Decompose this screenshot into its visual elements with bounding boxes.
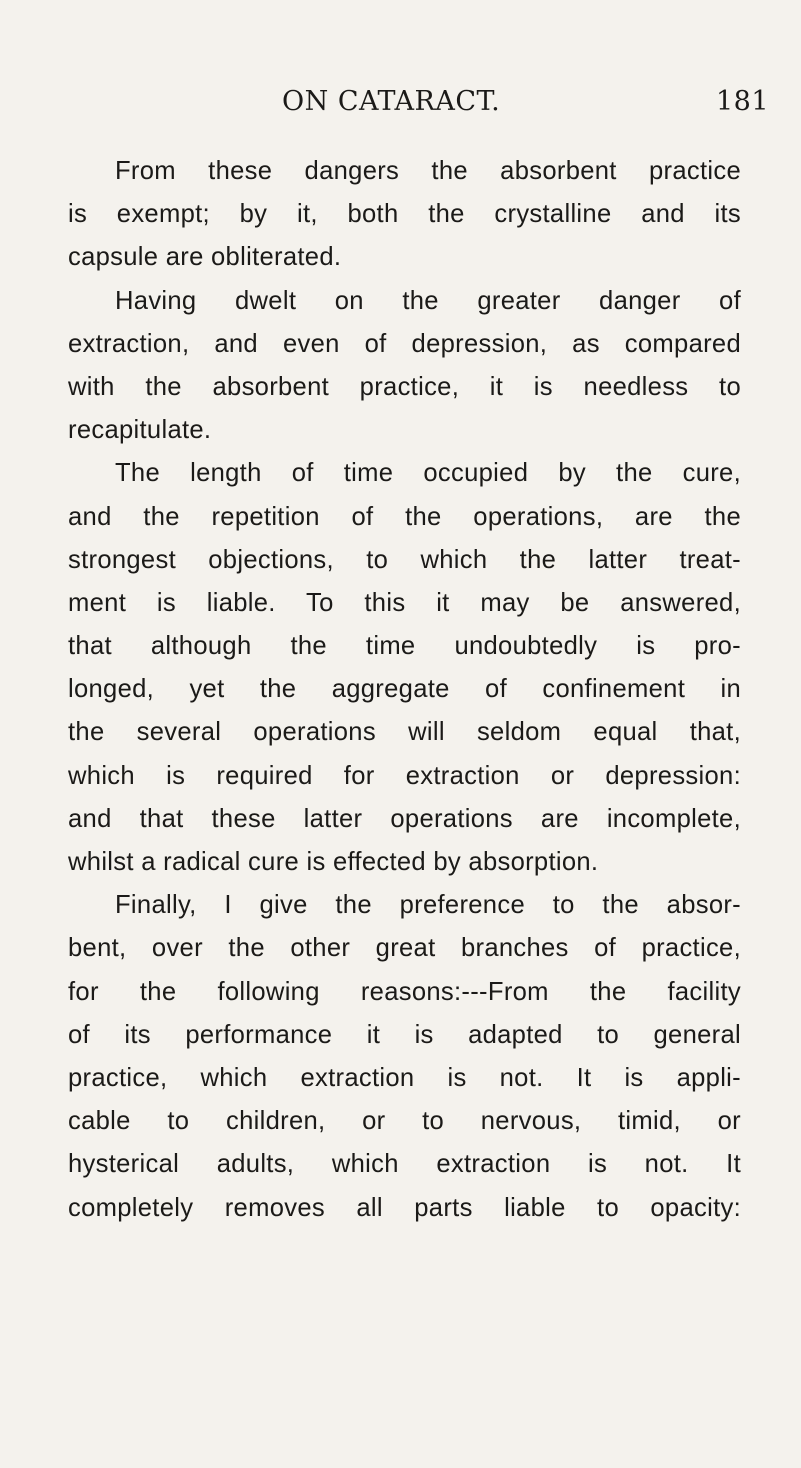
text-line: cable to children, or to nervous, timid, or bbox=[68, 1107, 741, 1136]
text-line: with the absorbent practice, it is needless to bbox=[68, 372, 741, 401]
text-line: and that these latter operations are incomplete, bbox=[68, 804, 741, 833]
text-line: capsule are obliterated. bbox=[68, 243, 342, 272]
text-line: The length of time occupied by the cure, bbox=[115, 459, 741, 488]
text-line: that although the time undoubtedly is pro- bbox=[68, 632, 741, 661]
text-line: whilst a radical cure is effected by absorption. bbox=[68, 848, 599, 876]
text-line: of its performance it is adapted to general bbox=[68, 1020, 741, 1049]
text-line: bent, over the other great branches of practice, bbox=[68, 934, 741, 963]
body-text bbox=[68, 150, 741, 1230]
text-line: longed, yet the aggregate of confinement in bbox=[68, 675, 741, 704]
text-line: recapitulate. bbox=[68, 416, 212, 445]
text-line: ment is liable. To this it may be answered, bbox=[68, 588, 741, 617]
text-line: which is required for extraction or depression: bbox=[68, 761, 741, 790]
text-line: Finally, I give the preference to the absor- bbox=[115, 891, 741, 920]
text-line: the several operations will seldom equal that, bbox=[68, 718, 741, 747]
text-line: and the repetition of the operations, are the bbox=[68, 502, 741, 531]
running-title: ON CATARACT. bbox=[282, 86, 501, 117]
text-line: strongest objections, to which the latter treat- bbox=[68, 545, 741, 574]
text-line: practice, which extraction is not. It is appli- bbox=[68, 1063, 741, 1092]
text-line: is exempt; by it, both the crystalline and its bbox=[68, 200, 741, 229]
text-line: Having dwelt on the greater danger of bbox=[115, 286, 741, 315]
text-line: hysterical adults, which extraction is not. It bbox=[68, 1150, 741, 1179]
text-line: completely removes all parts liable to opacity: bbox=[68, 1193, 741, 1222]
running-head bbox=[0, 86, 801, 126]
text-line: From these dangers the absorbent practice bbox=[115, 157, 741, 185]
text-line: extraction, and even of depression, as compared bbox=[68, 329, 741, 358]
text-line: for the following reasons:---From the facility bbox=[68, 977, 741, 1006]
page-number: 181 bbox=[716, 86, 770, 117]
